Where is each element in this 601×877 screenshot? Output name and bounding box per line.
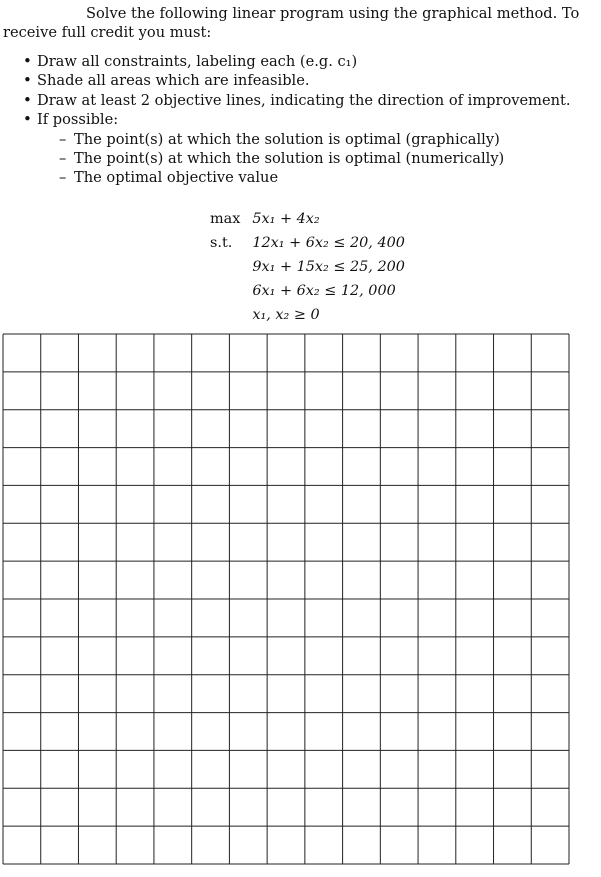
requirement-text: Draw at least 2 objective lines, indicating the direction of improvement.: [37, 91, 571, 109]
constraint-3: 6x₁ + 6x₂ ≤ 12, 000: [252, 283, 396, 299]
st-keyword: s.t.: [210, 235, 233, 251]
sub-requirement-text: The point(s) at which the solution is optimal (graphically): [74, 131, 500, 149]
max-keyword: max: [210, 211, 241, 227]
requirement-text: Shade all areas which are infeasible.: [37, 72, 310, 90]
objective-function: 5x₁ + 4x₂: [252, 211, 320, 227]
constraint-2: 9x₁ + 15x₂ ≤ 25, 200: [252, 259, 405, 275]
nonnegativity-constraint: x₁, x₂ ≥ 0: [252, 307, 320, 323]
requirement-text: Draw all constraints, labeling each (e.g. c₁): [37, 53, 358, 70]
sub-requirement-text: The optimal objective value: [74, 169, 279, 187]
requirement-text: If possible:: [37, 110, 119, 128]
instructions-intro-text: Solve the following linear program using the graphical method. To receive full credit you must:: [3, 5, 580, 41]
sub-requirement-text: The point(s) at which the solution is optimal (numerically): [74, 150, 505, 168]
constraint-1: 12x₁ + 6x₂ ≤ 20, 400: [252, 235, 405, 251]
